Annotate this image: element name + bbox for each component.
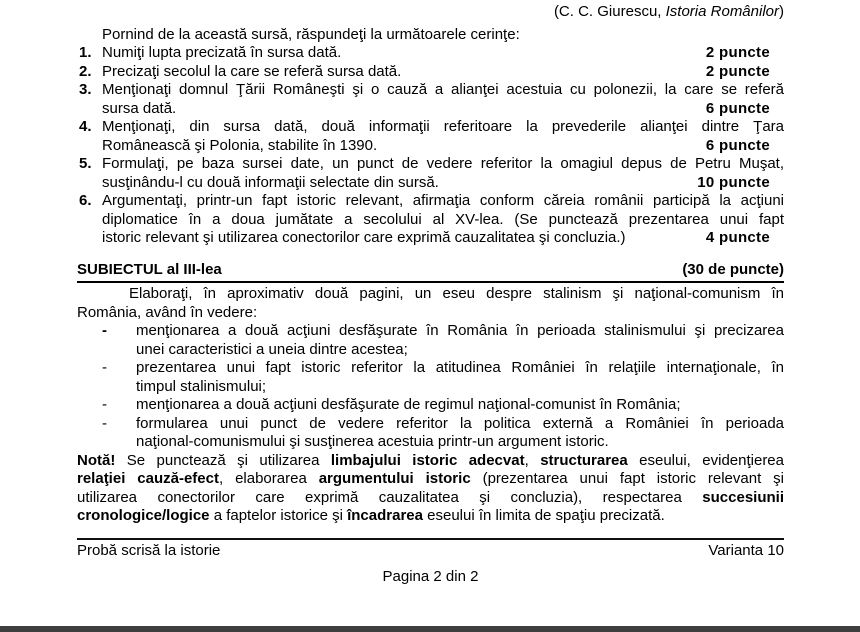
exam-page-content xyxy=(77,3,784,526)
points-label: 6 puncte xyxy=(705,136,770,154)
essay-guidelines-list xyxy=(77,322,784,452)
subject3-intro xyxy=(77,285,784,322)
item-number: 5. xyxy=(79,155,92,172)
text-run: Se punctează şi utilizarea xyxy=(115,451,331,469)
requirement-item xyxy=(79,192,784,248)
item-line: Menţionaţi, din sursa dată, două informaţii referitoare la prevederile alianţei dintre Ţara xyxy=(102,118,784,135)
text-run: Notă! xyxy=(77,451,116,469)
guideline-line: unei caracteristici a uneia dintre acestea; xyxy=(136,340,408,358)
requirement-item xyxy=(79,118,784,155)
item-last-line xyxy=(102,229,784,248)
points-label: 4 puncte xyxy=(705,229,770,246)
item-number: 6. xyxy=(79,192,92,209)
subject3-intro-line: România, având în vedere: xyxy=(77,303,258,321)
page-footer xyxy=(77,538,784,586)
item-line: Numiţi lupta precizată în sursa dată. xyxy=(102,44,342,61)
text-run: (C. C. Giurescu, xyxy=(553,3,666,20)
text-run: succesiunii xyxy=(702,488,784,506)
text-run: structurarea xyxy=(540,451,628,469)
guideline-line: formularea unui punct de vedere referitor la politica externă a României în perioada xyxy=(136,414,784,432)
points-label: 2 puncte xyxy=(705,62,770,80)
item-line: diplomatice în a doua jumătate a secolului al XV-lea. (Se punctează prezentarea unui fapt xyxy=(102,210,784,228)
text-run: eseului în limita de spaţiu precizată. xyxy=(422,507,665,524)
text-run: Istoria Românilor xyxy=(665,3,779,20)
bullet-dash: - xyxy=(102,396,107,413)
guideline-line: naţional-comunismului şi susţinerea acestuia printr-un argument istoric. xyxy=(136,433,609,450)
requirements-intro: Pornind de la această sursă, răspundeţi la următoarele cerinţe: xyxy=(102,25,520,43)
source-attribution xyxy=(77,3,784,22)
footer-rule xyxy=(77,538,784,540)
subject3-heading xyxy=(77,261,784,284)
item-number: 2. xyxy=(79,62,92,80)
guideline-line: menţionarea a două acţiuni desfăşurate în România în perioada stalinismului şi precizarea xyxy=(136,322,784,339)
item-line: Românească şi Polonia, stabilite în 1390. xyxy=(102,136,378,154)
text-run: relaţiei cauză-efect xyxy=(77,470,219,487)
guideline-item xyxy=(102,359,784,396)
text-run: ) xyxy=(779,3,784,20)
item-line: Precizaţi secolul la care se referă sursa dată. xyxy=(102,62,402,80)
text-run: utilizarea conectorilor care exprimă cauzalitatea şi concluzia), respectarea xyxy=(77,488,703,506)
item-line: Menţionaţi domnul Ţării Româneşti şi o cauză a alianţei acestuia cu polonezii, la care se referă xyxy=(102,81,784,98)
requirements-list xyxy=(77,44,784,248)
item-line: istoric relevant şi utilizarea conectorilor care exprimă cauzalitatea şi concluzia.) xyxy=(102,229,626,246)
item-number: 3. xyxy=(79,81,92,98)
text-run: încadrarea xyxy=(347,507,423,524)
note-paragraph xyxy=(77,452,784,526)
page-number: Pagina 2 din 2 xyxy=(382,567,479,585)
text-run: argumentului istoric xyxy=(318,470,471,487)
text-run: (prezentarea unui fapt istoric relevant şi xyxy=(470,470,784,487)
text-run: , elaborarea xyxy=(218,470,319,487)
subject3-intro-line: Elaboraţi, în aproximativ două pagini, un eseu despre stalinism şi naţional-comunism în xyxy=(129,285,784,302)
item-line: susţinându-l cu două informaţii selectate din sursă. xyxy=(102,173,439,191)
guideline-item xyxy=(102,322,784,359)
points-label: 10 puncte xyxy=(697,173,770,191)
requirement-item xyxy=(79,155,784,192)
guideline-item xyxy=(102,396,784,415)
text-run: cronologice/logice xyxy=(77,507,210,524)
item-line: Formulaţi, pe baza sursei date, un punct de vedere referitor la omagiul depus de Petru Muşat, xyxy=(102,155,784,172)
points-label: 2 puncte xyxy=(705,44,770,61)
requirement-item xyxy=(79,81,784,118)
note-line xyxy=(77,470,784,489)
guideline-item xyxy=(102,415,784,452)
item-last-line xyxy=(102,137,784,156)
guideline-line: timpul stalinismului; xyxy=(136,377,267,395)
item-number: 4. xyxy=(79,118,92,135)
note-line xyxy=(77,452,784,471)
footer-exam-name: Probă scrisă la istorie xyxy=(77,542,221,559)
text-run: a faptelor istorice şi xyxy=(209,507,348,524)
item-last-line xyxy=(102,44,784,63)
requirement-item xyxy=(79,44,784,63)
requirement-item xyxy=(79,62,784,82)
footer-variant: Varianta 10 xyxy=(708,542,784,559)
item-line: sursa dată. xyxy=(102,99,177,117)
text-run: eseului, evidenţierea xyxy=(627,451,784,469)
bullet-dash: - xyxy=(102,414,107,432)
note-line xyxy=(77,489,784,508)
bullet-dash: - xyxy=(102,322,107,339)
text-run: limbajului istoric adecvat xyxy=(330,451,525,469)
item-last-line xyxy=(102,63,784,82)
item-number: 1. xyxy=(79,44,92,61)
guideline-line: prezentarea unui fapt istoric referitor la atitudinea României în relaţiile internaţionale, în xyxy=(136,359,784,376)
bullet-dash: - xyxy=(102,359,107,376)
item-line: Argumentaţi, printr-un fapt istoric relevant, afirmaţia conform căreia românii participă la acţiuni xyxy=(102,192,784,209)
item-last-line xyxy=(102,100,784,119)
note-line xyxy=(77,507,784,526)
item-last-line xyxy=(102,174,784,193)
window-bottom-bar xyxy=(0,626,860,632)
text-run: , xyxy=(524,451,541,469)
subject3-title: SUBIECTUL al III-lea xyxy=(77,260,222,278)
subject3-points-label: (30 de puncte) xyxy=(682,260,784,278)
points-label: 6 puncte xyxy=(705,99,770,117)
guideline-line: menţionarea a două acţiuni desfăşurate de regimul naţional-comunist în România; xyxy=(136,396,681,413)
